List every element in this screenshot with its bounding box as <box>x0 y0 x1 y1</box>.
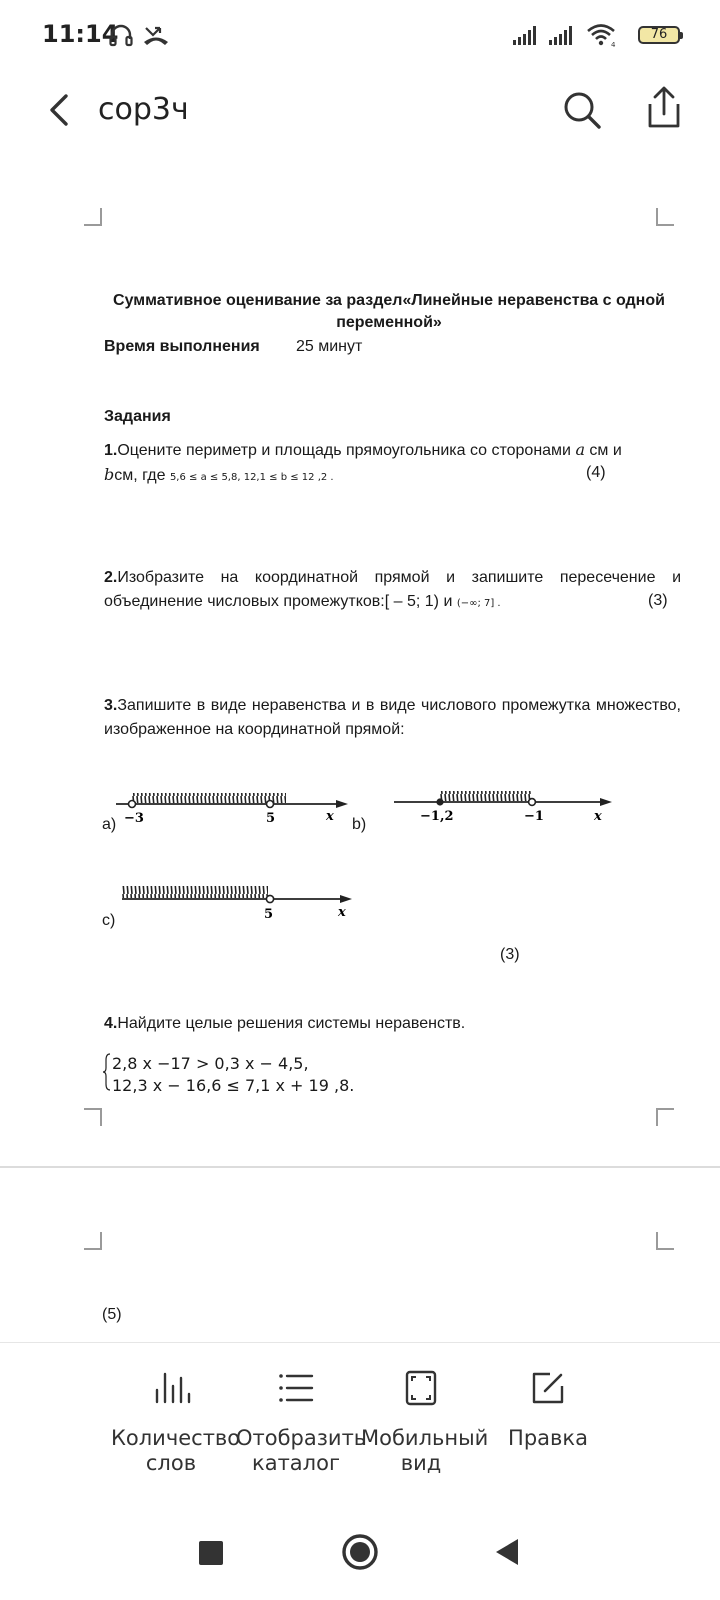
share-icon[interactable] <box>642 84 686 132</box>
task-4 <box>104 1012 681 1036</box>
tick-label-a-left: −3 <box>124 811 144 826</box>
tick-label-a-right: 5 <box>266 811 276 826</box>
system-line-2: 12,3 x − 16,6 ≤ 7,1 x + 19 ,8. <box>112 1076 355 1095</box>
axis-var-c: x <box>338 905 346 920</box>
tasks-label: Задания <box>104 408 171 425</box>
page-divider <box>0 1166 720 1168</box>
task-1-condition: 5,6 ≤ a ≤ 5,8, 12,1 ≤ b ≤ 12 ,2 . <box>169 472 334 483</box>
task-2-points: (3) <box>648 592 668 609</box>
axis-arrow-c <box>340 895 352 903</box>
system-brace <box>102 1052 112 1092</box>
task-2-text: Изобразите на координатной прямой и запишите пересечение и объединение числовых промежутков:[ – 5; 1) и <box>104 569 681 610</box>
task-1-var-b: b <box>104 465 115 484</box>
document-title: сор3ч <box>98 92 189 127</box>
shaded-region-c <box>122 886 268 898</box>
page-corner-mark <box>84 208 102 226</box>
show-catalog-button[interactable] <box>236 1368 367 1476</box>
tick-label-b-left: −1,2 <box>420 809 454 824</box>
task-1-var-a: a <box>575 440 585 459</box>
point-5-c <box>266 895 273 902</box>
task-3-text: Запишите в виде неравенства и в виде числового промежутка множество, изображенное на координатной прямой: <box>104 697 681 738</box>
point-minus-1 <box>529 799 536 806</box>
back-icon[interactable] <box>492 1536 522 1568</box>
shaded-region-b <box>440 791 532 801</box>
task-1-text: Оцените периметр и площадь прямоугольника со сторонами <box>117 442 576 459</box>
signal-icon <box>512 24 542 46</box>
home-icon[interactable] <box>340 1532 380 1572</box>
word-count-icon <box>151 1368 191 1408</box>
task-1-text-c: см, где <box>114 467 170 484</box>
status-time: 11:14 <box>42 20 119 48</box>
search-icon[interactable] <box>560 88 604 132</box>
status-bar <box>0 0 720 70</box>
axis-arrow-a <box>336 800 348 808</box>
time-label: Время выполнения <box>104 338 260 355</box>
page-corner-mark <box>84 1232 102 1250</box>
task-2-number: 2. <box>104 569 118 586</box>
number-line-a <box>112 786 348 826</box>
point-minus-1-2 <box>436 798 443 805</box>
tick-label-b-right: −1 <box>524 809 544 824</box>
axis-var-a: x <box>326 809 334 824</box>
wifi-icon <box>586 22 620 48</box>
edit-icon <box>528 1368 568 1408</box>
signal-icon <box>548 24 578 46</box>
task-4-number: 4. <box>104 1015 118 1032</box>
mobile-view-icon <box>401 1368 441 1408</box>
task-2 <box>104 566 681 616</box>
task-4-text: Найдите целые решения системы неравенств. <box>117 1015 466 1032</box>
system-line-1: 2,8 x −17 > 0,3 x − 4,5, <box>112 1054 309 1073</box>
system-nav-bar <box>0 1520 720 1600</box>
battery-icon: 76 <box>638 26 680 44</box>
page-corner-mark <box>84 1108 102 1126</box>
point-minus-3 <box>129 801 136 808</box>
tick-label-c: 5 <box>264 907 274 922</box>
task-1-number: 1. <box>104 442 118 459</box>
axis-arrow-b <box>600 798 612 806</box>
svg-text:4: 4 <box>611 41 616 48</box>
back-arrow-icon[interactable] <box>40 88 80 132</box>
page-corner-mark <box>656 1108 674 1126</box>
number-line-c <box>118 882 354 922</box>
number-line-c-label: с) <box>102 912 116 929</box>
task-3-number: 3. <box>104 697 118 714</box>
task-4-points: (5) <box>102 1306 122 1323</box>
app-bar <box>0 78 720 142</box>
catalog-list-icon <box>276 1368 316 1408</box>
page-corner-mark <box>656 208 674 226</box>
task-2-interval: (−∞; 7] . <box>456 598 501 609</box>
task-1-text-b: см и <box>584 442 622 459</box>
show-catalog-label-2: каталог <box>252 1451 340 1475</box>
edit-label: Правка <box>508 1426 588 1450</box>
task-3 <box>104 694 681 742</box>
toolbar-divider <box>0 1342 720 1343</box>
mobile-view-label-2: вид <box>400 1451 442 1475</box>
mobile-view-label-1: Мобильный <box>361 1426 489 1450</box>
task-3-points: (3) <box>500 946 520 963</box>
number-line-b-label: b) <box>352 816 367 833</box>
time-value: 25 минут <box>296 338 363 355</box>
point-5 <box>267 801 274 808</box>
word-count-label-1: Количество <box>111 1426 241 1450</box>
word-count-button[interactable] <box>111 1368 241 1476</box>
headset-icon <box>108 22 134 48</box>
number-line-b <box>392 784 614 824</box>
document-heading: Суммативное оценивание за раздел«Линейные неравенства с одной переменной» <box>113 292 665 331</box>
number-line-a-label: а) <box>102 816 117 833</box>
recent-apps-icon[interactable] <box>196 1538 226 1568</box>
mobile-view-button[interactable] <box>361 1368 489 1476</box>
shaded-region-a <box>132 793 286 803</box>
edit-button[interactable] <box>488 1368 608 1451</box>
word-count-label-2: слов <box>145 1451 197 1475</box>
page-corner-mark <box>656 1232 674 1250</box>
axis-var-b: x <box>594 809 602 824</box>
task-1-points: (4) <box>586 464 606 481</box>
missed-call-icon <box>142 20 170 46</box>
show-catalog-label-1: Отобразить <box>236 1426 367 1450</box>
